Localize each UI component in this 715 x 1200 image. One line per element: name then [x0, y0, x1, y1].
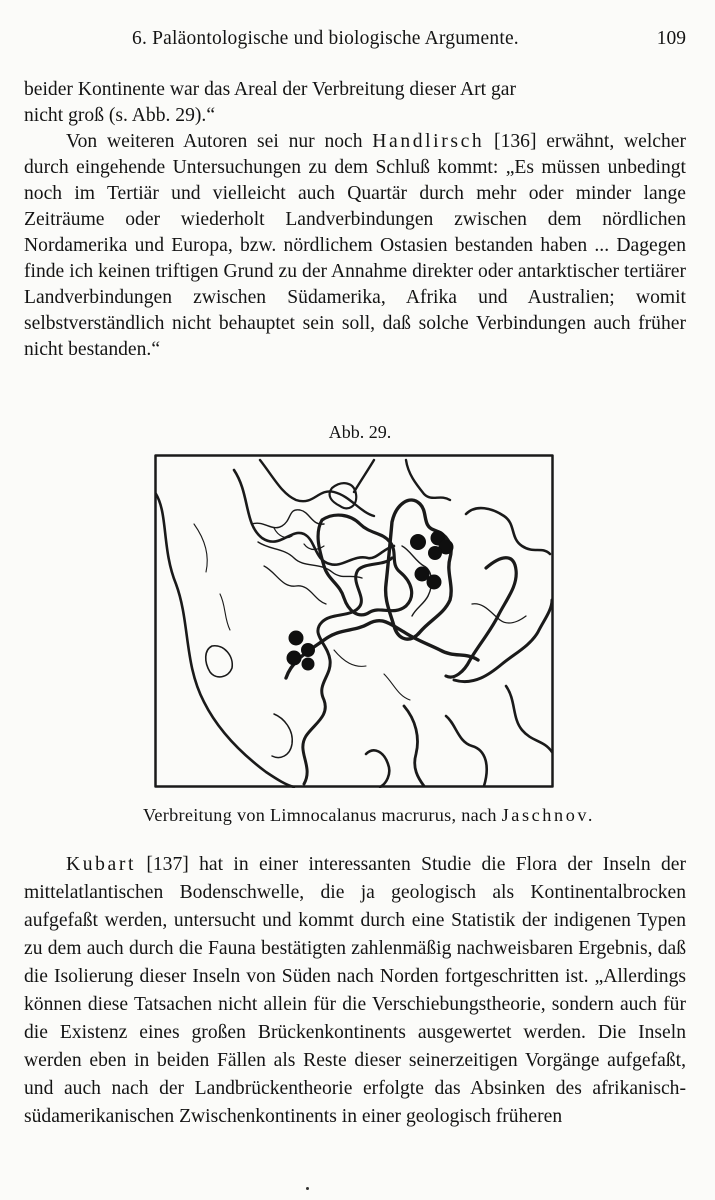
hudson-bay — [234, 470, 394, 565]
distribution-map — [154, 454, 554, 788]
occurrence-dot — [428, 546, 442, 560]
text-block-upper — [24, 77, 686, 363]
occurrence-dot — [289, 631, 304, 646]
distribution-map-figure — [154, 454, 554, 788]
inner-contour-c — [264, 566, 326, 604]
continuation-line-1: beider Kontinente war das Areal der Verbreitung dieser Art gar — [24, 79, 517, 100]
author-handlirsch: Handlirsch — [372, 131, 485, 152]
paragraph-continuation — [24, 77, 686, 129]
occurrence-dot — [410, 534, 426, 550]
kamchatka — [446, 558, 516, 677]
river-a — [194, 524, 230, 630]
author-kubart: Kubart — [66, 854, 137, 875]
river-b — [334, 650, 410, 700]
caption-author: Jaschnov. — [501, 805, 596, 825]
caption-text: Verbreitung von Limnocalanus macrurus, nach — [142, 805, 497, 825]
paragraph-kubart — [24, 851, 686, 1131]
continuation-line-2: nicht groß (s. Abb. 29).“ — [24, 105, 216, 126]
paragraph-handlirsch — [24, 129, 686, 363]
print-speck — [306, 1187, 309, 1190]
north-coast-europe — [354, 460, 450, 500]
figure-label: Abb. 29. — [328, 422, 392, 442]
occurrence-points — [287, 531, 454, 671]
east-asia-coast — [454, 600, 552, 682]
coastline-north-america-east — [303, 558, 392, 784]
coastline-southeast — [404, 706, 424, 786]
text-block-lower — [24, 851, 686, 1131]
lake-contour — [206, 646, 233, 677]
isthmus-shape — [366, 750, 389, 787]
running-title: 6. Paläontologische und biologische Argumente. — [132, 28, 519, 49]
page-number: 109 — [656, 28, 686, 49]
handlirsch-text: [136] erwähnt, welcher durch eingehende Untersuchungen zu dem Schluß kommt: „Es müssen unbedingt noch im Tertiär und vielleicht auch Quartär durch mehr oder minder lange Zeiträume oder wiederholt Landverbindungen zwischen dem nördlichen Nordamerika und Europa, bzw. nördlichem Ostasien bestanden haben ... Dagegen finde ich keinen triftigen Grund zu der Annahme direkter oder antarktischer tertiärer Landverbindungen zwischen Südamerika, Afrika und Australien; womit selbstverständlich nicht behauptet sein soll, daß solche Verbindungen auch früher nicht bestanden.“ — [24, 131, 687, 360]
inner-contour-a — [252, 510, 324, 528]
coastline-north-america — [156, 494, 294, 787]
kubart-text: [137] hat in einer interessanten Studie die Flora der Inseln der mittelatlantischen Bodenschwelle, die ja geologisch als Kontinentalbrocken aufgefaßt werden, untersucht und kommt durch eine Statistik der indigenen Typen zu dem auch durch die Fauna bestätigten zahlenmäßig nachweisbaren Ergebnis, daß die Isolierung dieser Inseln von Süden nach Norden fortgeschritten ist. „Allerdings können diese Tatsachen nicht allein für die Verschiebungstheorie, sondern auch für die Existenz eines großen Brückenkontinents ausgewertet werden. Die Inseln werden eben in beiden Fällen als Reste dieser seinerzeitigen Vorgänge aufgefaßt, und auch nach der Landbrückentheorie erfolgte das Absinken des afrikanisch-südamerikanischen Zwischenkontinents in einer geologisch früheren — [24, 854, 687, 1127]
coastline-south-center — [446, 716, 487, 786]
figure-caption — [24, 803, 686, 827]
running-header — [24, 26, 686, 52]
occurrence-dot — [287, 651, 302, 666]
occurrence-dot — [302, 658, 315, 671]
handlirsch-intro: Von weiteren Autoren sei nur noch — [66, 131, 363, 152]
coastline-south-east — [506, 686, 552, 752]
gulf-contour — [272, 714, 292, 758]
occurrence-dot — [427, 575, 442, 590]
occurrence-dot — [301, 643, 315, 657]
coastline-asia — [466, 508, 550, 554]
